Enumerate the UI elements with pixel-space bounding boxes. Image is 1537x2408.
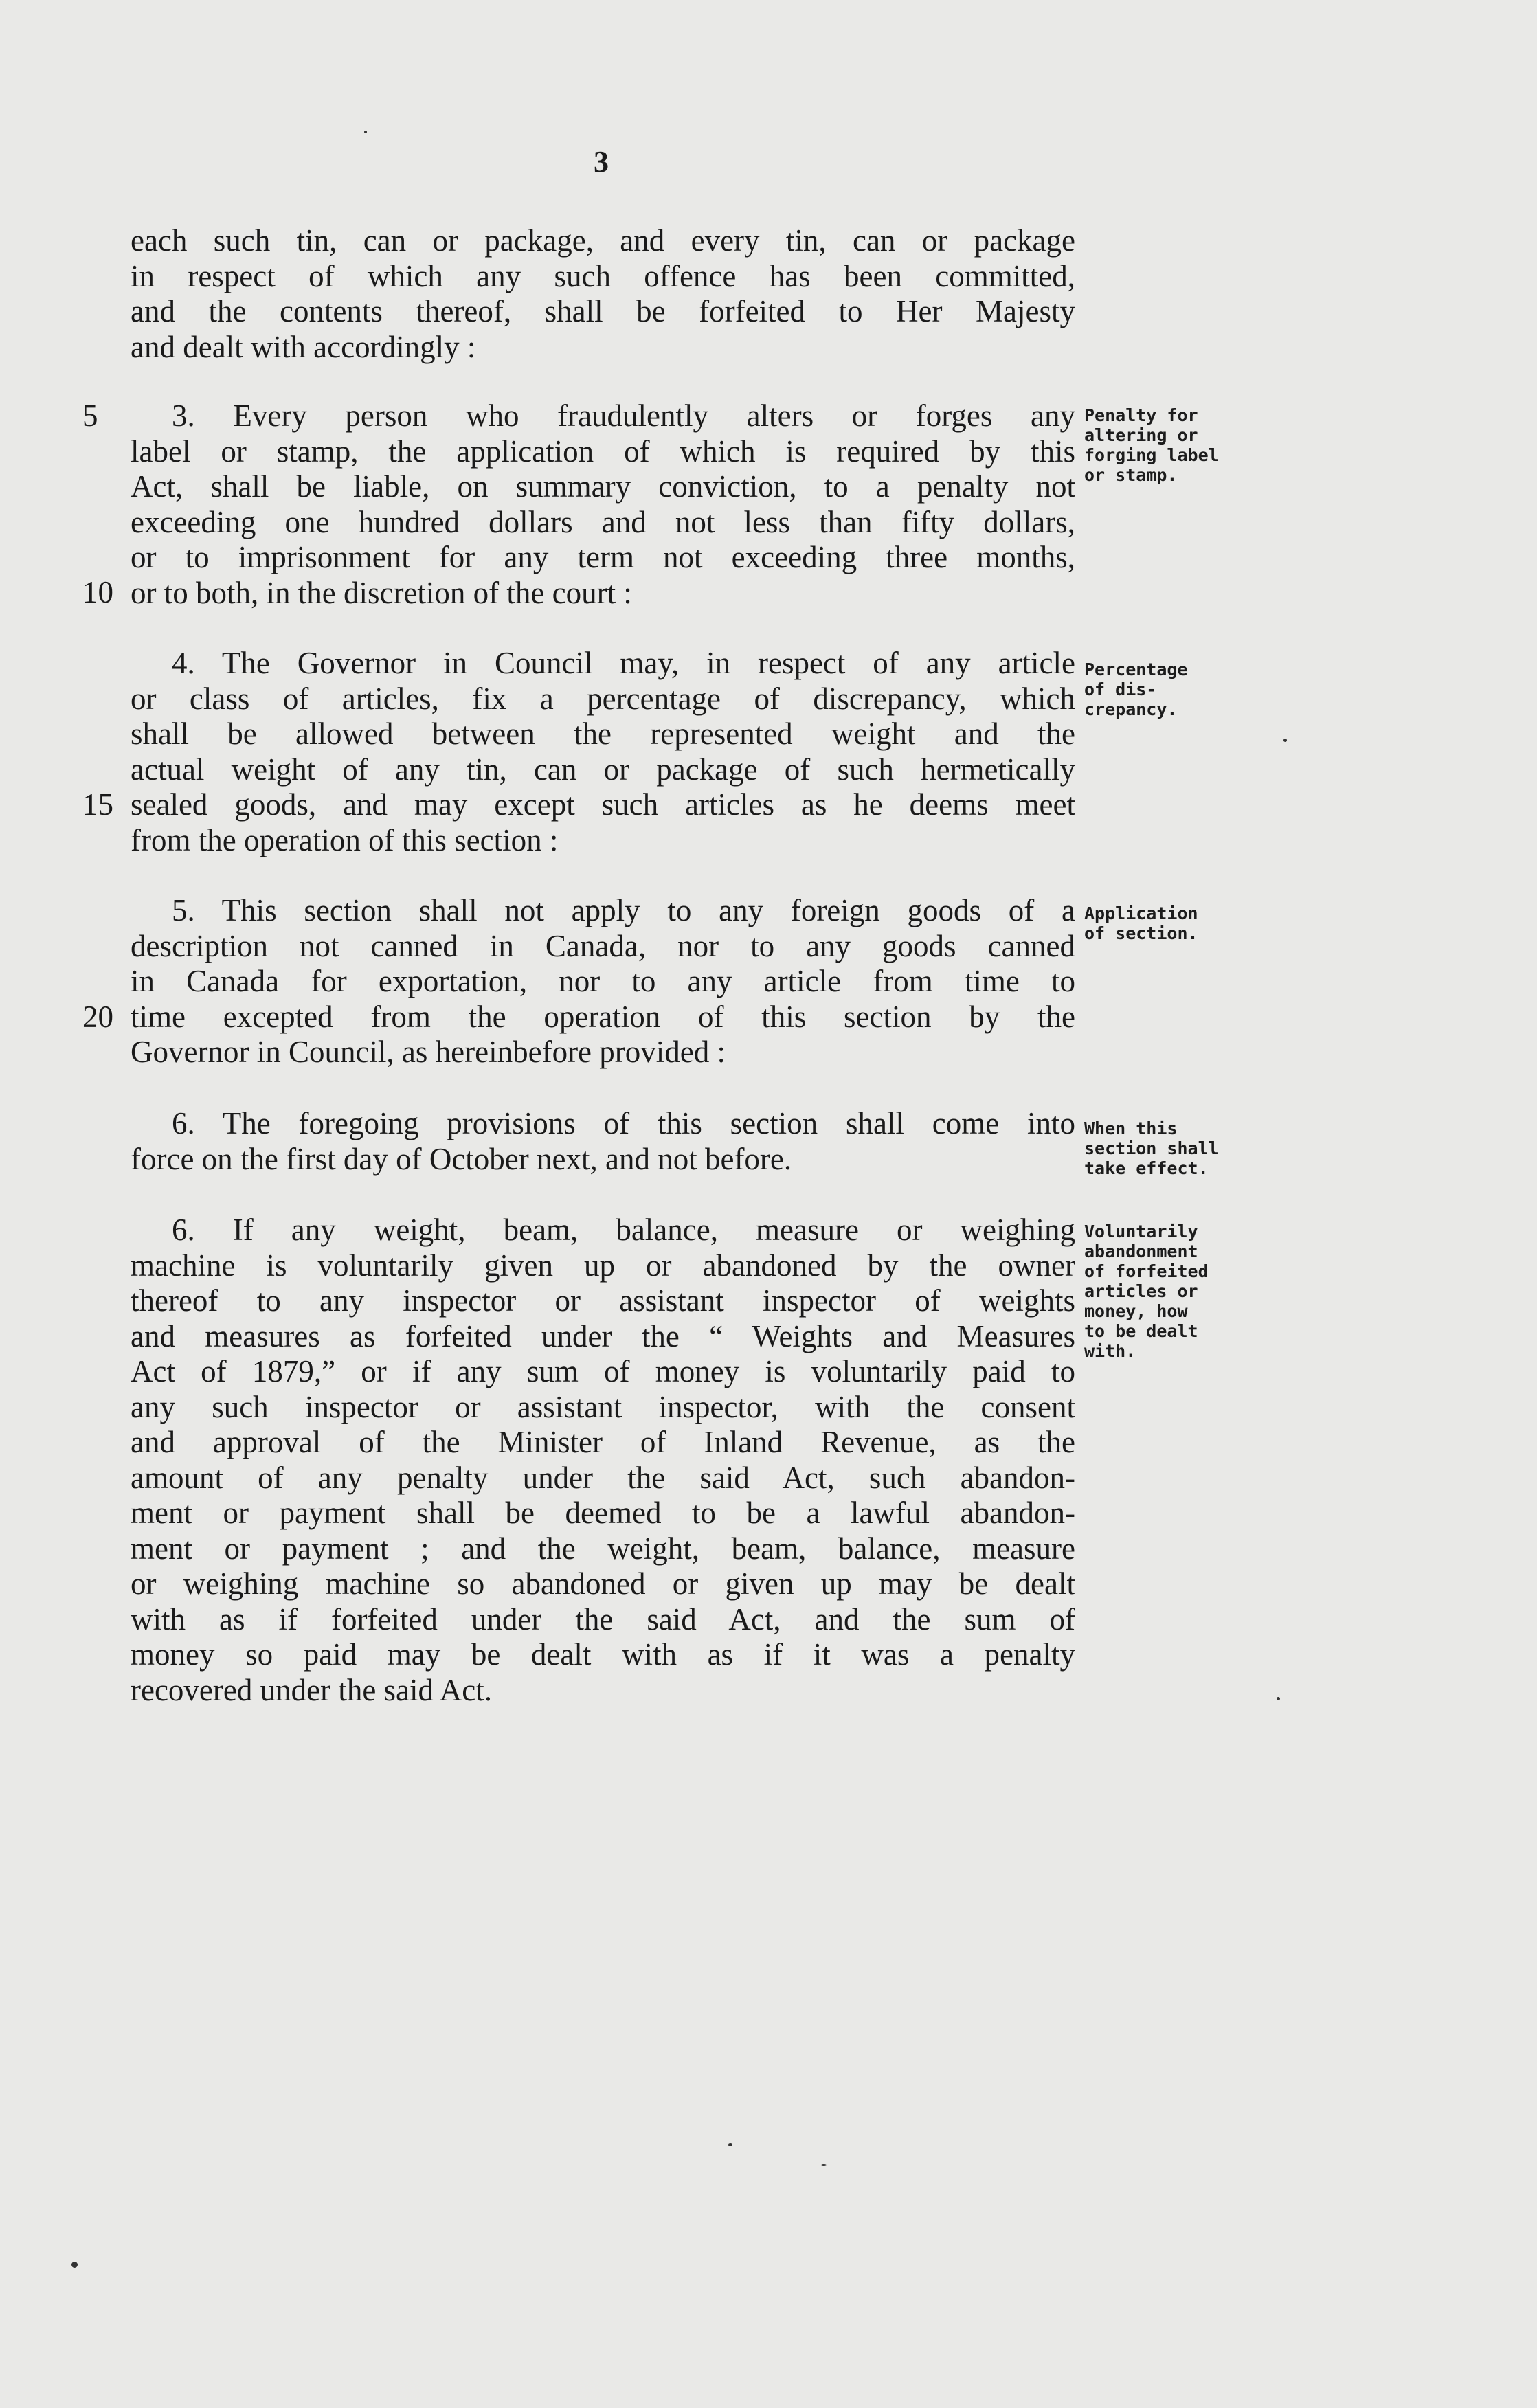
- page-number: 3: [594, 145, 609, 179]
- line-number: 10: [82, 575, 113, 609]
- text-line: money so paid may be dealt with as if it was a penalty: [131, 1637, 1075, 1672]
- margin-note-voluntarily: Voluntarily abandonment of forfeited articles or money, how to be dealt with.: [1084, 1222, 1209, 1361]
- paragraph-section-6b: [131, 1213, 1075, 1708]
- text-line: 3. Every person who fraudulently alters or forges any: [172, 398, 1075, 433]
- text-line: and measures as forfeited under the “ Weights and Measures: [131, 1318, 1075, 1353]
- text-line: Governor in Council, as hereinbefore provided :: [131, 1035, 726, 1069]
- text-line: from the operation of this section :: [131, 822, 559, 857]
- paragraph-section-6: [131, 1106, 1075, 1177]
- paragraph-section-3: [131, 398, 1075, 611]
- paragraph-section-5: [131, 893, 1075, 1070]
- text-line: with as if forfeited under the said Act, and the sum of: [131, 1601, 1075, 1636]
- text-line: and dealt with accordingly :: [131, 329, 476, 364]
- margin-note-when-effective: When this section shall take effect.: [1084, 1118, 1219, 1178]
- line-number: 5: [82, 398, 98, 433]
- text-line: or to imprisonment for any term not exceeding three months,: [131, 540, 1075, 574]
- scan-speck: [728, 2143, 732, 2146]
- text-line: recovered under the said Act.: [131, 1672, 493, 1707]
- text-line: time excepted from the operation of this section by the: [131, 999, 1075, 1034]
- text-line: or class of articles, fix a percentage of discrepancy, which: [131, 681, 1075, 716]
- scan-speck: [1277, 1697, 1280, 1700]
- scan-speck: [71, 2262, 78, 2268]
- text-line: machine is voluntarily given up or abandoned by the owner: [131, 1248, 1075, 1283]
- text-line: actual weight of any tin, can or package of such hermetically: [131, 752, 1075, 787]
- paragraph-continuation: [131, 223, 1075, 365]
- text-line: or weighing machine so abandoned or given up may be dealt: [131, 1566, 1075, 1601]
- text-line: and approval of the Minister of Inland Revenue, as the: [131, 1425, 1075, 1459]
- text-line: shall be allowed between the represented weight and the: [131, 717, 1075, 751]
- text-line: 5. This section shall not apply to any foreign goods of a: [172, 893, 1075, 927]
- line-number: 20: [82, 1000, 113, 1034]
- text-line: thereof to any inspector or assistant inspector of weights: [131, 1283, 1075, 1318]
- text-line: sealed goods, and may except such articles as he deems meet: [131, 787, 1075, 822]
- margin-note-application: Application of section.: [1084, 903, 1198, 943]
- text-line: 6. The foregoing provisions of this section shall come into: [172, 1106, 1075, 1140]
- text-line: or to both, in the discretion of the court :: [131, 575, 632, 610]
- text-line: amount of any penalty under the said Act, such abandon-: [131, 1460, 1075, 1495]
- text-line: each such tin, can or package, and every tin, can or package: [131, 223, 1075, 258]
- text-line: and the contents thereof, shall be forfeited to Her Majesty: [131, 294, 1075, 328]
- text-line: 6. If any weight, beam, balance, measure or weighing: [172, 1213, 1075, 1247]
- margin-note-percentage: Percentage of dis- crepancy.: [1084, 660, 1188, 719]
- text-line: label or stamp, the application of which is required by this: [131, 434, 1075, 469]
- text-line: exceeding one hundred dollars and not less than fifty dollars,: [131, 504, 1075, 539]
- scan-speck: [1283, 739, 1287, 742]
- scan-speck: [364, 131, 367, 133]
- text-line: any such inspector or assistant inspector, with the consent: [131, 1389, 1075, 1424]
- text-line: Act of 1879,” or if any sum of money is voluntarily paid to: [131, 1354, 1075, 1388]
- text-line: in Canada for exportation, nor to any article from time to: [131, 964, 1075, 998]
- text-line: ment or payment ; and the weight, beam, balance, measure: [131, 1531, 1075, 1566]
- text-line: Act, shall be liable, on summary conviction, to a penalty not: [131, 469, 1075, 504]
- text-line: 4. The Governor in Council may, in respect of any article: [172, 646, 1075, 680]
- text-line: description not canned in Canada, nor to any goods canned: [131, 928, 1075, 963]
- scan-speck: [821, 2164, 827, 2166]
- margin-note-penalty: Penalty for altering or forging label or stamp.: [1084, 405, 1219, 485]
- text-line: ment or payment shall be deemed to be a lawful abandon-: [131, 1496, 1075, 1530]
- text-line: force on the first day of October next, and not before.: [131, 1141, 792, 1176]
- text-line: in respect of which any such offence has been committed,: [131, 258, 1075, 293]
- paragraph-section-4: [131, 646, 1075, 858]
- line-number: 15: [82, 787, 113, 822]
